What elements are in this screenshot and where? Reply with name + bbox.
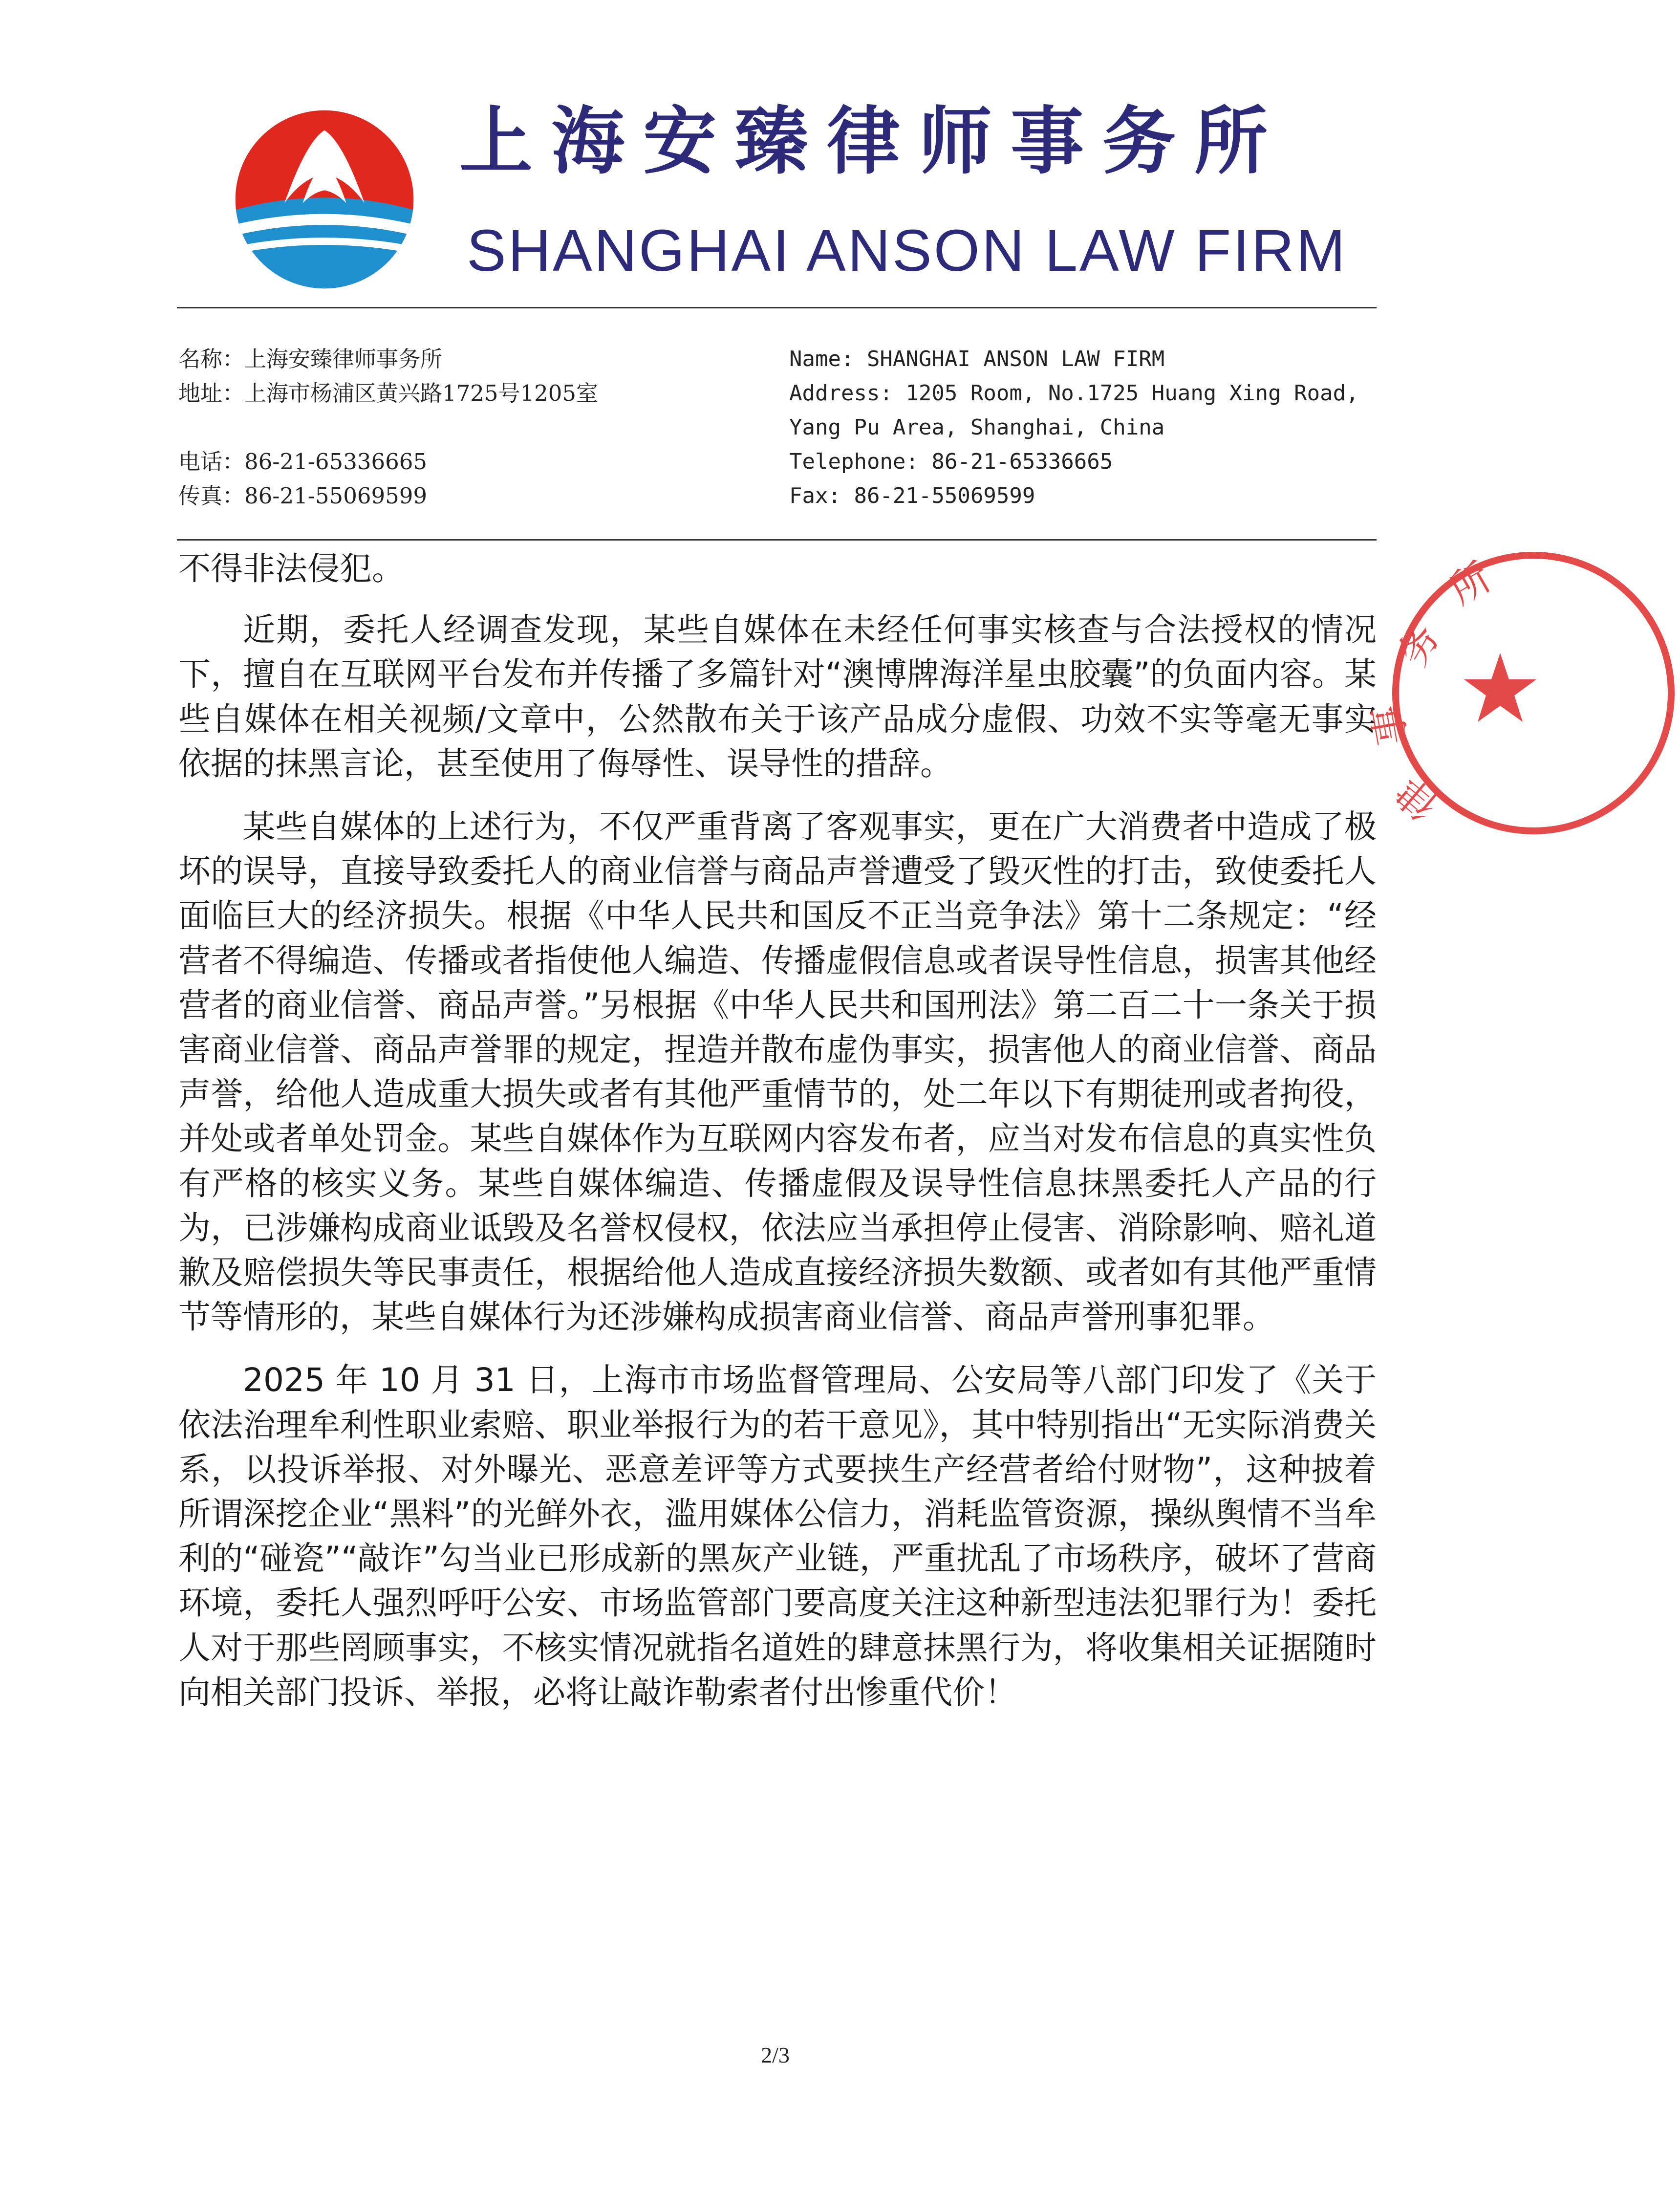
- contact-name-cn: 名称：上海安臻律师事务所: [178, 346, 443, 372]
- contact-block-chinese: [178, 342, 598, 513]
- contact-fax-cn: 传真：86-21-55069599: [178, 483, 427, 509]
- header-divider: [177, 307, 1377, 308]
- contact-divider: [177, 539, 1377, 541]
- seal-char-2: 务: [1389, 616, 1449, 674]
- seal-char-3: 事: [1364, 701, 1416, 748]
- firm-logo-icon: [234, 109, 415, 290]
- page-number: 2/3: [761, 2043, 790, 2067]
- contact-fax-en: Fax: 86-21-55069599: [789, 483, 1035, 508]
- body-paragraph-3: 2025 年 10 月 31 日，上海市市场监督管理局、公安局等八部门印发了《关于依法治理牟利性职业索赔、职业举报行为的若干意见》，其中特别指出“无实际消费关系，以投诉举报、对外曝光、恶意差评等方式要挟生产经营者给付财物”，这种披着所谓深挖企业“黑料”的光鲜外衣，滥用媒体公信力，消耗监管资源，操纵舆情不当牟利的“碰瓷”“敲诈”勾当业已形成新的黑灰产业链，严重扰乱了市场秩序，破坏了营商环境，委托人强烈呼吁公安、市场监管部门要高度关注这种新型违法犯罪行为！委托人对于那些罔顾事实，不核实情况就指名道姓的肆意抹黑行为，将收集相关证据随时向相关部门投诉、举报，必将让敲诈勒索者付出惨重代价！: [178, 1361, 1377, 1711]
- contact-address-en-line2: Yang Pu Area, Shanghai, China: [789, 415, 1165, 440]
- contact-address-en-line1: Address: 1205 Room, No.1725 Huang Xing Road,: [789, 381, 1359, 406]
- contact-address-cn: 地址：上海市杨浦区黄兴路1725号1205室: [178, 380, 599, 406]
- body-paragraph-continuation: 不得非法侵犯。: [178, 550, 404, 587]
- seal-char-4: 律: [1387, 768, 1447, 828]
- body-paragraph-1: 近期，委托人经调查发现，某些自媒体在未经任何事实核查与合法授权的情况下，擅自在互联网平台发布并传播了多篇针对“澳博牌海洋星虫胶囊”的负面内容。某些自媒体在相关视频/文章中，公然散布关于该产品成分虚假、功效不实等毫无事实依据的抹黑言论，甚至使用了侮辱性、误导性的措辞。: [178, 611, 1377, 782]
- contact-phone-cn: 电话：86-21-65336665: [178, 449, 427, 475]
- letter-body: [178, 546, 1377, 1733]
- contact-block-english: [789, 342, 1359, 513]
- seal-char-1: 所: [1442, 554, 1499, 613]
- contact-name-en: Name: SHANGHAI ANSON LAW FIRM: [789, 347, 1165, 371]
- red-seal-stamp-icon: [1364, 546, 1680, 840]
- firm-name-chinese: 上海安臻律师事务所: [459, 99, 1287, 184]
- contact-phone-en: Telephone: 86-21-65336665: [789, 449, 1113, 474]
- body-paragraph-2: 某些自媒体的上述行为，不仅严重背离了客观事实，更在广大消费者中造成了极坏的误导，直接导致委托人的商业信誉与商品声誉遭受了毁灭性的打击，致使委托人面临巨大的经济损失。根据《中华人民共和国反不正当竞争法》第十二条规定：“经营者不得编造、传播或者指使他人编造、传播虚假信息或者误导性信息，损害其他经营者的商业信誉、商品声誉。”另根据《中华人民共和国刑法》第二百二十一条关于损害商业信誉、商品声誉罪的规定，捏造并散布虚伪事实，损害他人的商业信誉、商品声誉，给他人造成重大损失或者有其他严重情节的，处二年以下有期徒刑或者拘役，并处或者单处罚金。某些自媒体作为互联网内容发布者，应当对发布信息的真实性负有严格的核实义务。某些自媒体编造、传播虚假及误导性信息抹黑委托人产品的行为，已涉嫌构成商业诋毁及名誉权侵权，依法应当承担停止侵害、消除影响、赔礼道歉及赔偿损失等民事责任，根据给他人造成直接经济损失数额、或者如有其他严重情节等情形的，某些自媒体行为还涉嫌构成损害商业信誉、商品声誉刑事犯罪。: [178, 808, 1377, 1336]
- firm-name-english: SHANGHAI ANSON LAW FIRM: [467, 217, 1347, 283]
